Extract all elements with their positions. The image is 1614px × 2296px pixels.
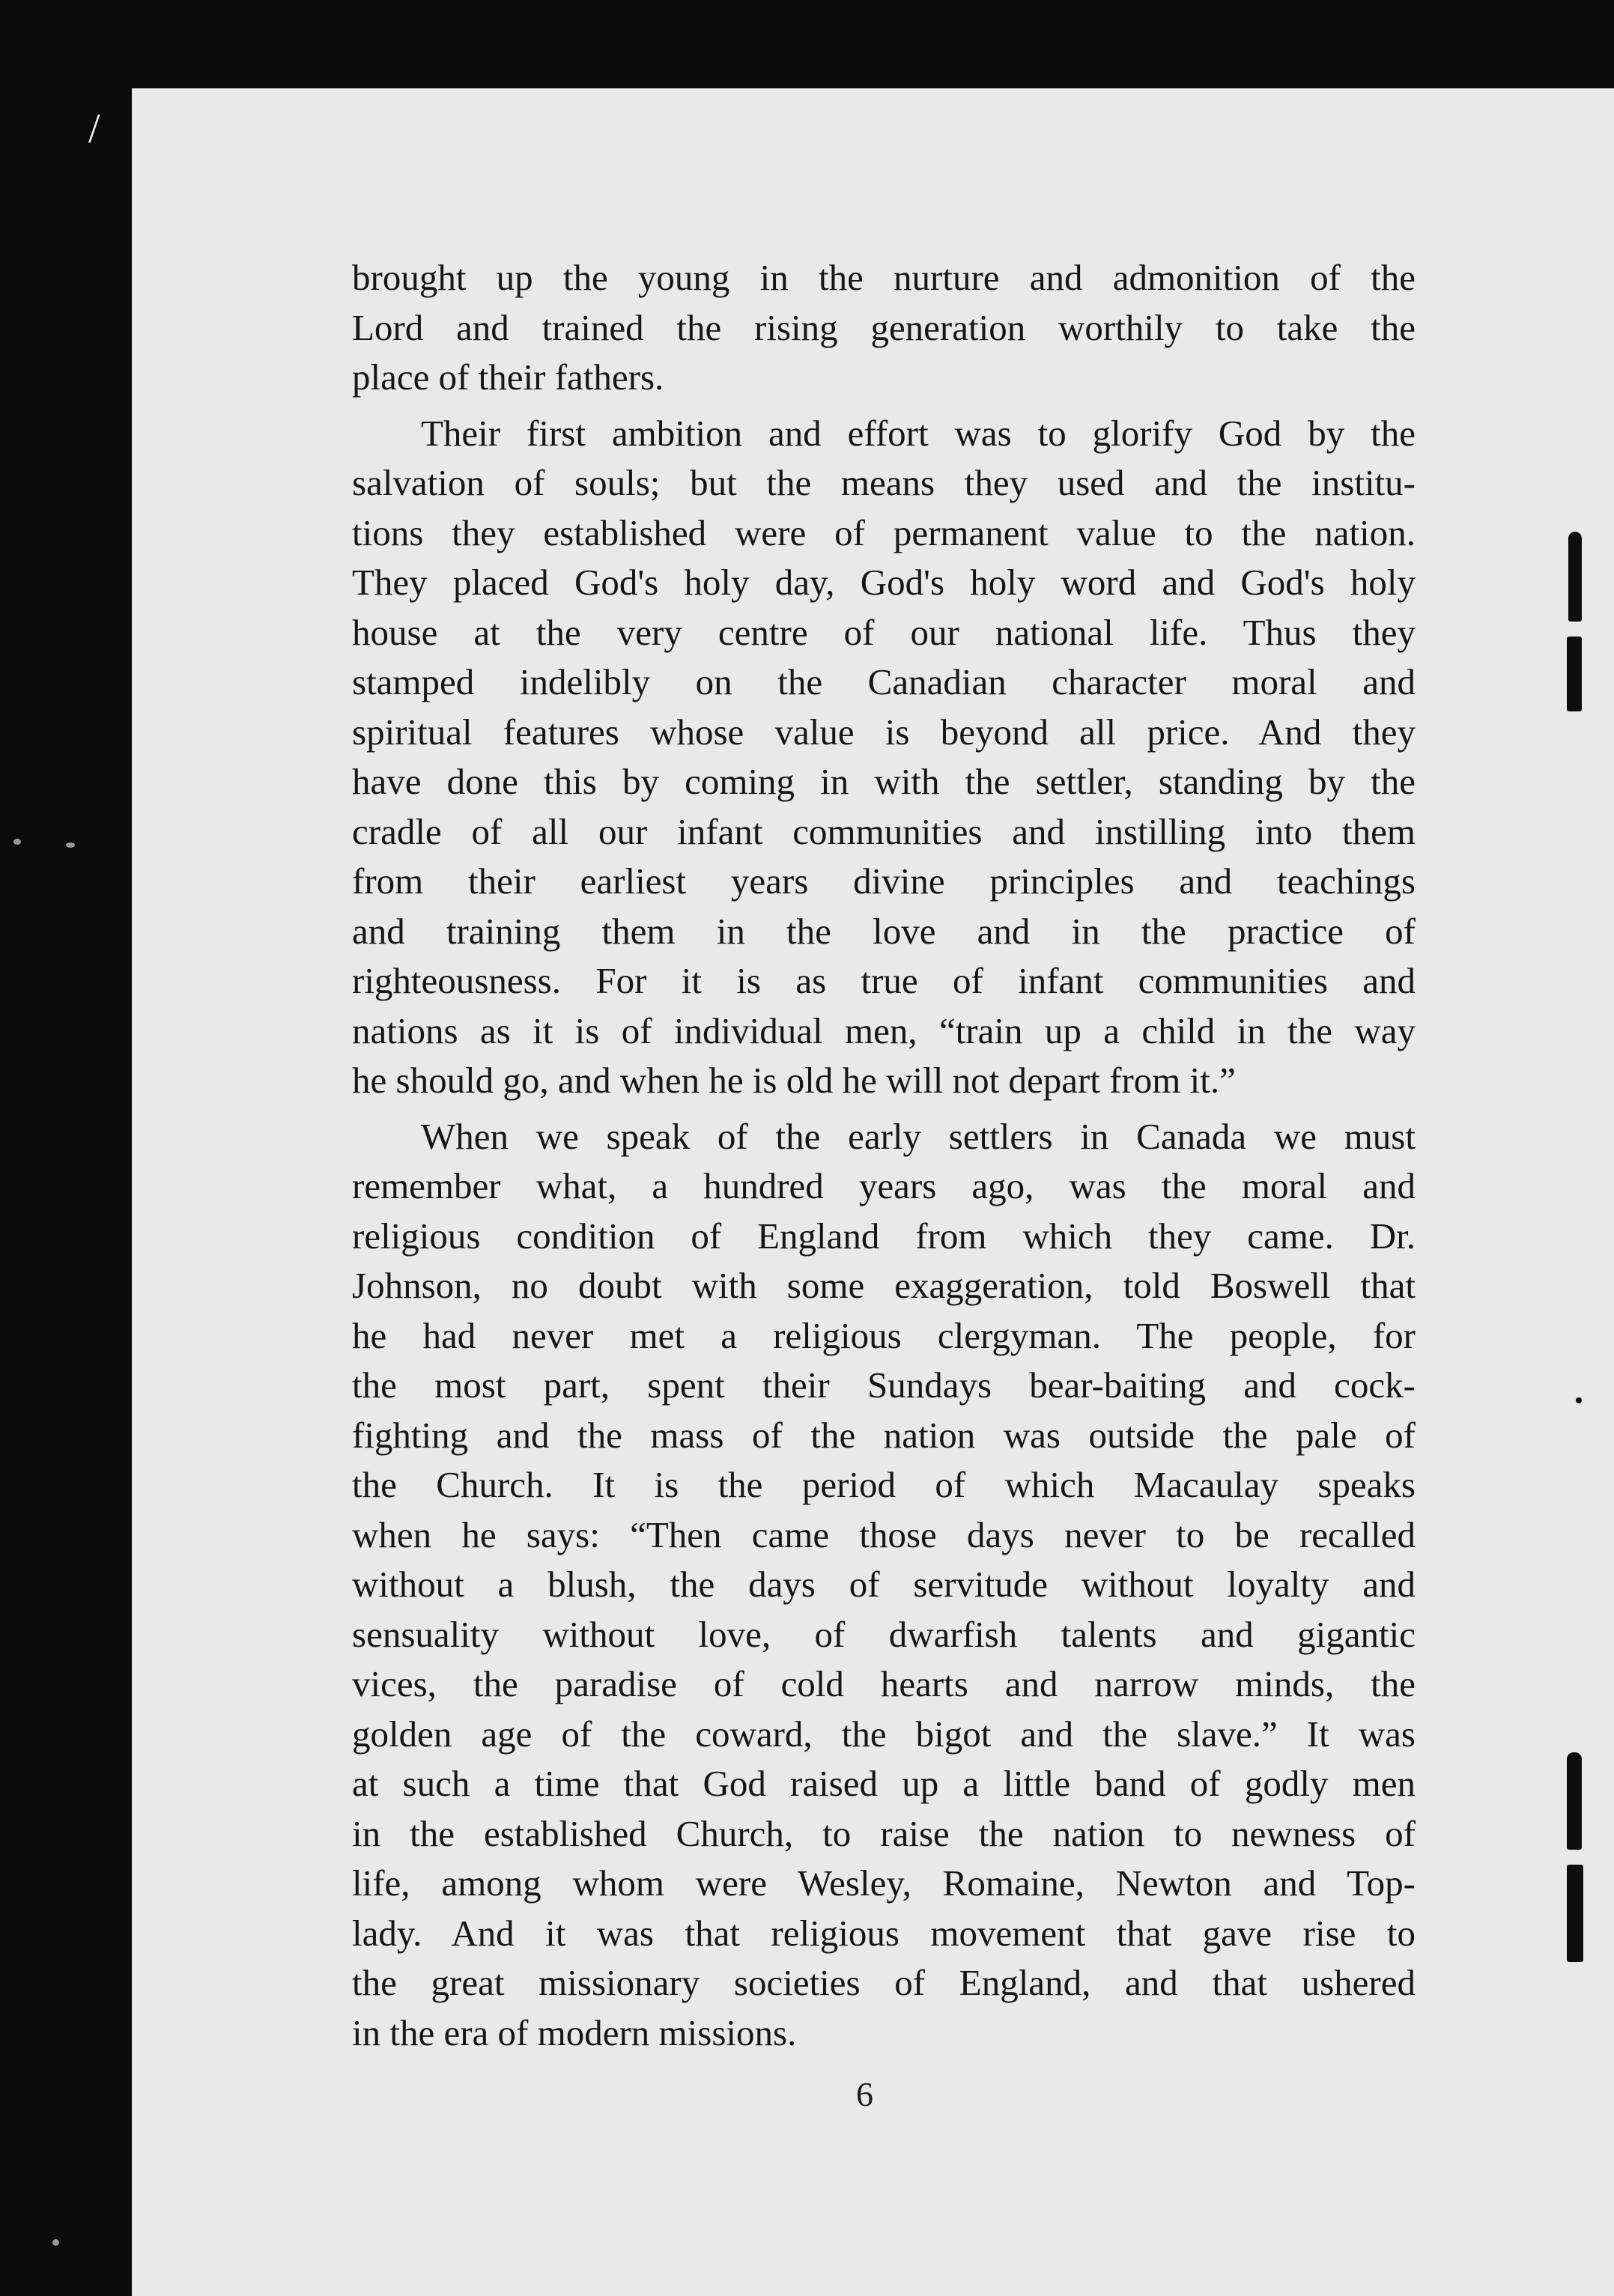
text-line: religious condition of England from which they came. Dr.	[352, 1215, 1416, 1257]
text-line: remember what, a hundred years ago, was the moral and	[352, 1165, 1416, 1206]
scan-speck	[13, 839, 21, 845]
text-line: lady. And it was that religious movement that gave rise to	[352, 1912, 1416, 1954]
text-line: in the established Church, to raise the nation to newness of	[352, 1812, 1416, 1854]
text-line: nations as it is of individual men, “train up a child in the way	[352, 1009, 1416, 1051]
body-text	[352, 253, 1416, 2058]
text-line: sensuality without love, of dwarfish talents and gigantic	[352, 1613, 1416, 1655]
text-line: he had never met a religious clergyman. The people, for	[352, 1314, 1416, 1356]
scan-speck	[66, 842, 75, 848]
text-line: the great missionary societies of England, and that ushered	[352, 1962, 1416, 2003]
paragraph	[352, 1112, 1416, 2059]
text-line: When we speak of the early settlers in Canada we must	[421, 1115, 1416, 1157]
text-line: vices, the paradise of cold hearts and narrow minds, the	[352, 1663, 1416, 1704]
text-line: Johnson, no doubt with some exaggeration, told Boswell that	[352, 1265, 1416, 1306]
text-line: spiritual features whose value is beyond all price. And they	[352, 711, 1416, 753]
text-line: fighting and the mass of the nation was outside the pale of	[352, 1414, 1416, 1456]
text-line: stamped indelibly on the Canadian character moral and	[352, 661, 1416, 702]
right-margin-mark	[1567, 637, 1582, 711]
text-line: cradle of all our infant communities and instilling into them	[352, 810, 1416, 852]
text-line: the Church. It is the period of which Macaulay speaks	[352, 1464, 1416, 1505]
text-line: house at the very centre of our national life. Thus they	[352, 611, 1416, 653]
text-line: the most part, spent their Sundays bear-baiting and cock-	[352, 1364, 1416, 1406]
text-line: salvation of souls; but the means they used and the institu-	[352, 462, 1416, 503]
text-line: They placed God's holy day, God's holy word and God's holy	[352, 562, 1416, 603]
text-line: brought up the young in the nurture and admonition of the	[352, 257, 1416, 298]
right-margin-mark	[1568, 532, 1582, 622]
text-line: and training them in the love and in the practice of	[352, 910, 1416, 952]
paragraph	[352, 253, 1416, 403]
text-line: when he says: “Then came those days never to be recalled	[352, 1513, 1416, 1555]
text-line: Their first ambition and effort was to glorify God by the	[421, 412, 1416, 454]
text-line: from their earliest years divine principles and teachings	[352, 860, 1416, 902]
text-line: at such a time that God raised up a little band of godly men	[352, 1763, 1416, 1804]
text-line: righteousness. For it is as true of infant communities and	[352, 960, 1416, 1001]
text-line: he should go, and when he is old he will not depart from it.”	[352, 1060, 1236, 1101]
right-margin-mark	[1567, 1752, 1582, 1850]
right-margin-mark	[1567, 1865, 1583, 1962]
text-line: Lord and trained the rising generation worthily to take the	[352, 306, 1416, 348]
text-line: place of their fathers.	[352, 356, 664, 398]
text-line: in the era of modern missions.	[352, 2011, 797, 2053]
paragraph	[352, 409, 1416, 1106]
text-line: tions they established were of permanent value to the nation.	[352, 511, 1416, 553]
scan-speck	[52, 2239, 59, 2246]
margin-pencil-mark: /	[88, 106, 100, 152]
text-line: without a blush, the days of servitude without loyalty and	[352, 1564, 1416, 1605]
page-number: 6	[856, 2075, 873, 2113]
text-line: life, among whom were Wesley, Romaine, Newton and Top-	[352, 1862, 1416, 1904]
right-margin-mark	[1576, 1397, 1582, 1403]
text-line: have done this by coming in with the settler, standing by the	[352, 761, 1416, 802]
text-line: golden age of the coward, the bigot and the slave.” It was	[352, 1713, 1416, 1755]
